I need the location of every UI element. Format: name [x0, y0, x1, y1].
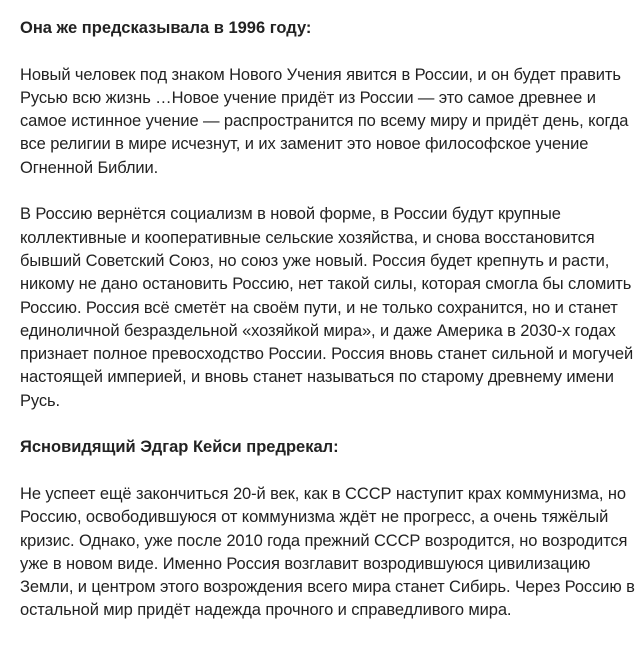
spacer	[20, 460, 630, 483]
paragraph-line: все религии в мире исчезнут, и их заменит это новое философское учение	[20, 135, 589, 154]
paragraph-line: Не успеет ещё закончиться 20-й век, как в СССР наступит крах коммунизма, но	[20, 484, 626, 503]
paragraph-line: бывший Советский Союз, но союз уже новый. Россия будет крепнуть и расти,	[20, 251, 610, 270]
paragraph-line: никому не дано остановить Россию, нет такой силы, которая смогла бы сломить	[20, 275, 632, 294]
paragraph-line: В Россию вернётся социализм в новой форме, в России будут крупные	[20, 205, 561, 224]
spacer	[20, 40, 630, 63]
paragraph-line: Русью всю жизнь …Новое учение придёт из России — это самое древнее и	[20, 88, 596, 107]
paragraph-1	[20, 64, 630, 180]
paragraph-line: уже в новом виде. Именно Россия возглавит возродившуюся цивилизацию	[20, 554, 591, 573]
article-body	[20, 0, 635, 623]
paragraph-2	[20, 203, 634, 413]
section-heading-1: Она же предсказывала в 1996 году:	[20, 19, 312, 37]
top-spacer	[20, 0, 630, 17]
spacer	[20, 413, 630, 436]
paragraph-line: Новый человек под знаком Нового Учения явится в России, и он будет править	[20, 65, 621, 84]
paragraph-line: Огненной Библии.	[20, 158, 159, 177]
paragraph-line: Русь.	[20, 391, 61, 410]
paragraph-3	[20, 483, 635, 623]
paragraph-line: коллективные и кооперативные сельские хозяйства, и снова восстановится	[20, 228, 595, 247]
spacer	[20, 180, 630, 203]
section-heading-2: Ясновидящий Эдгар Кейси предрекал:	[20, 438, 339, 457]
paragraph-line: настоящей империей, и вновь станет называться по старому древнему имени	[20, 368, 614, 387]
paragraph-line: кризис. Однако, уже после 2010 года прежний СССР возродится, но возродится	[20, 531, 628, 550]
paragraph-line: Земли, и центром этого возрождения всего мира станет Сибирь. Через Россию в	[20, 578, 635, 597]
paragraph-line: признает полное превосходство России. Россия вновь станет сильной и могучей	[20, 345, 634, 364]
paragraph-line: Россию, освободившуюся от коммунизма ждёт не прогресс, а очень тяжёлый	[20, 508, 609, 527]
paragraph-line: остальной мир придёт надежда прочного и справедливого мира.	[20, 601, 512, 620]
paragraph-line: самое истинное учение — распространится по всему миру и придёт день, когда	[20, 112, 629, 131]
paragraph-line: Россию. Россия всё сметёт на своём пути, и не только сохранится, но и станет	[20, 298, 618, 317]
paragraph-line: единоличной безраздельной «хозяйкой мира», и даже Америка в 2030-х годах	[20, 321, 616, 340]
